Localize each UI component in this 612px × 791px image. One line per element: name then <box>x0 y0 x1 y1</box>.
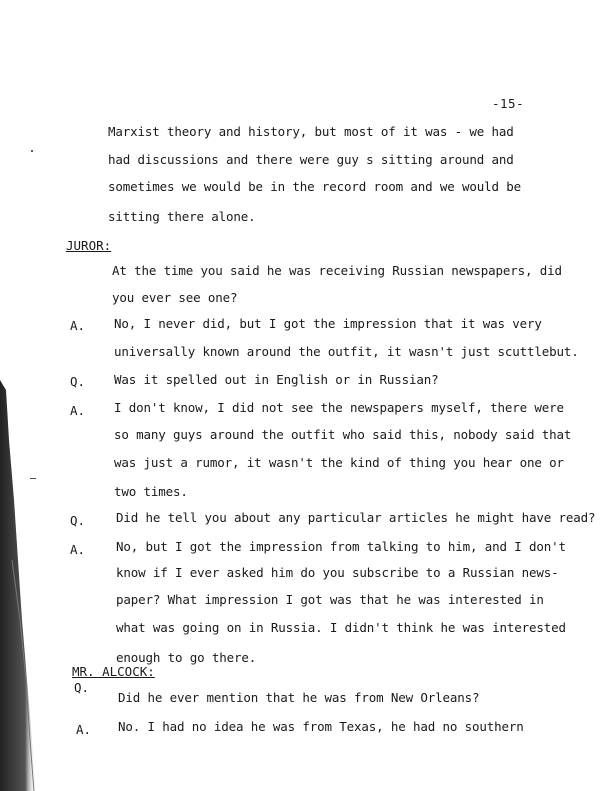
speaker-mr-alcock: MR. ALCOCK: <box>72 664 155 679</box>
answer-label: A. <box>70 318 86 333</box>
transcript-line: sitting there alone. <box>108 209 256 224</box>
question-label: Q. <box>70 374 86 389</box>
transcript-line: Did he ever mention that he was from New Orleans? <box>118 690 480 705</box>
answer-label: A. <box>76 722 92 737</box>
answer-label: A. <box>70 403 86 418</box>
transcript-line: know if I ever asked him do you subscribe to a Russian news- <box>116 565 559 580</box>
binding-shadow <box>0 380 40 791</box>
transcript-line: Marxist theory and history, but most of it was - we had <box>108 124 514 139</box>
transcript-line: universally known around the outfit, it wasn't just scuttlebut. <box>114 344 579 359</box>
transcript-line: sometimes we would be in the record room and we would be <box>108 179 522 194</box>
transcript-line: paper? What impression I got was that he was interested in <box>116 592 544 607</box>
transcript-line: No, but I got the impression from talking to him, and I don't <box>116 539 566 554</box>
transcript-line: had discussions and there were guy s sitting around and <box>108 152 514 167</box>
transcript-line: At the time you said he was receiving Russian newspapers, did <box>112 263 562 278</box>
scan-speck <box>30 478 36 479</box>
transcript-line: two times. <box>114 484 188 499</box>
scan-speck <box>31 150 33 152</box>
answer-label: A. <box>70 542 86 557</box>
transcript-line: you ever see one? <box>112 290 238 305</box>
transcript-line: No, I never did, but I got the impression that it was very <box>114 316 542 331</box>
speaker-juror: JUROR: <box>66 238 112 253</box>
transcript-line: No. I had no idea he was from Texas, he had no southern <box>118 719 524 734</box>
page-number: -15- <box>492 96 525 111</box>
transcript-line: what was going on in Russia. I didn't think he was interested <box>116 620 566 635</box>
question-label: Q. <box>70 513 86 528</box>
transcript-line: Was it spelled out in English or in Russian? <box>114 372 439 387</box>
transcript-line: so many guys around the outfit who said this, nobody said that <box>114 427 572 442</box>
question-label: Q. <box>74 680 90 695</box>
transcript-line: I don't know, I did not see the newspapers myself, there were <box>114 400 564 415</box>
transcript-line: was just a rumor, it wasn't the kind of thing you hear one or <box>114 455 564 470</box>
transcript-line: enough to go there. <box>116 650 257 665</box>
transcript-line: Did he tell you about any particular articles he might have read? <box>116 510 596 525</box>
